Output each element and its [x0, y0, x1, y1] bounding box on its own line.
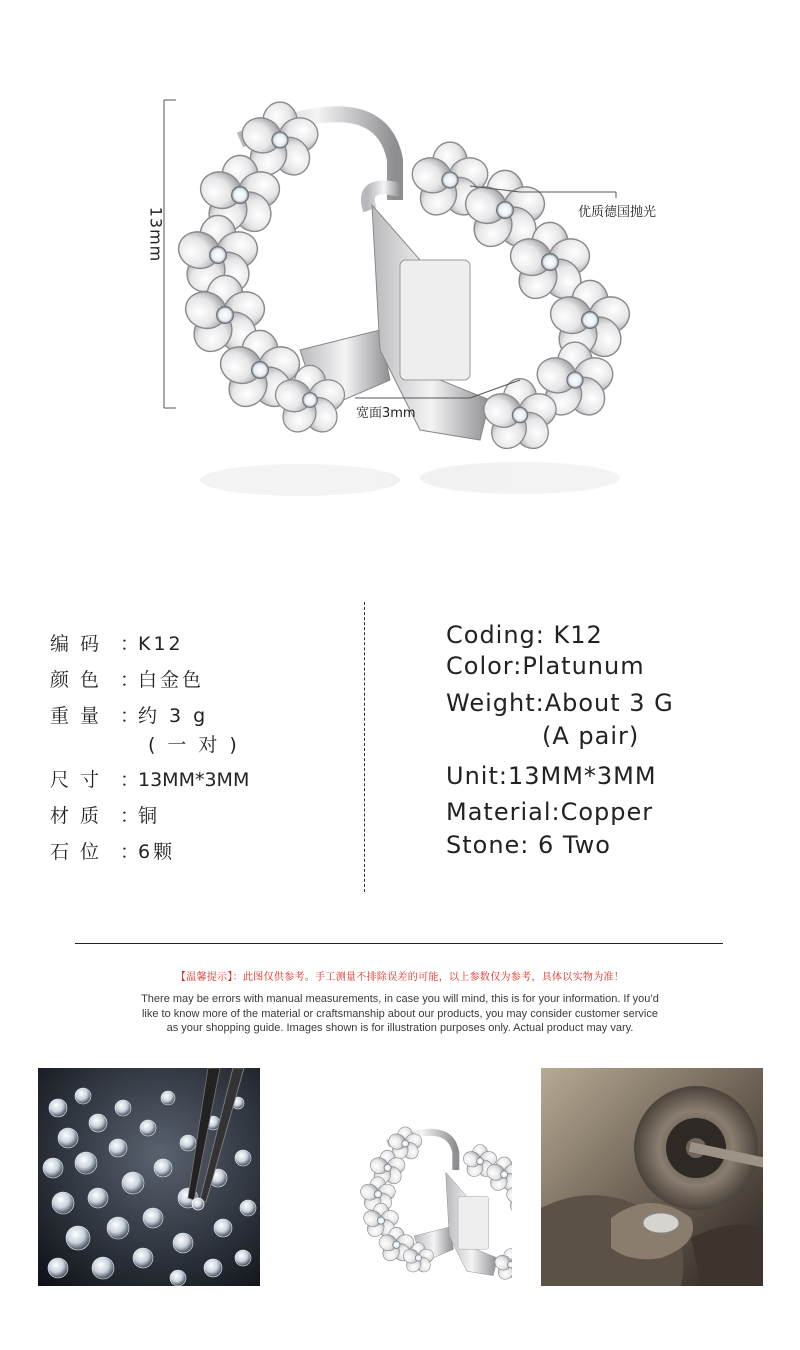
spec-en-weight: Weight:About 3 G: [446, 689, 674, 717]
specs-chinese: [50, 626, 350, 870]
spec-value: 13MM*3MM: [138, 769, 250, 791]
specs-english: [446, 620, 786, 862]
spec-key: 重量: [50, 705, 111, 727]
notice-en-line: as your shopping guide. Images shown is for illustration purposes only. Actual product may vary.: [166, 1022, 634, 1034]
spec-key: 石位: [50, 841, 111, 863]
width-label: 宽面3mm: [356, 406, 416, 421]
spec-row-material: [50, 798, 350, 834]
notice-en-line: like to know more of the material or craftsmanship about our products, you may consider customer service: [141, 1007, 658, 1020]
spec-weight-sub: (一对): [148, 734, 249, 756]
spec-value: 铜: [138, 805, 161, 827]
spec-colon: ：: [120, 841, 141, 863]
spec-en-weight-sub: (A pair): [542, 722, 640, 750]
spec-colon: ：: [120, 769, 141, 791]
horizontal-divider: [75, 943, 723, 944]
spec-row-color: [50, 662, 350, 698]
spec-row-weight: [50, 698, 350, 734]
spec-en-color: Color:Platunum: [446, 652, 645, 680]
vertical-divider: [364, 602, 365, 892]
height-label: 13mm: [146, 206, 166, 263]
earrings-reflection: [200, 462, 620, 496]
height-dimension-bracket: [164, 100, 176, 408]
spec-colon: ：: [120, 669, 141, 691]
photo-craftsman-polishing: [541, 1068, 763, 1286]
spec-colon: ：: [120, 633, 141, 655]
spec-value: 约 3 g: [138, 705, 209, 727]
spec-row-code: [50, 626, 350, 662]
spec-value: K12: [138, 633, 184, 655]
spec-en-stone: Stone: 6 Two: [446, 831, 611, 859]
notice-chinese: 【温馨提示】：此图仅供参考。手工测量不排除误差的可能，以上参数仅为参考，具体以实物为准！: [175, 972, 625, 983]
hero-product-image: [0, 0, 800, 560]
spec-en-coding: Coding: K12: [446, 621, 603, 649]
spec-key: 颜色: [50, 669, 111, 691]
left-earring: [174, 102, 395, 438]
spec-value: 6颗: [138, 841, 176, 863]
spec-key: 尺寸: [50, 769, 111, 791]
polish-label: 优质德国抛光: [578, 205, 657, 220]
photo-diamonds-tweezers: [38, 1068, 260, 1286]
earrings-illustration: [0, 0, 800, 560]
spec-value: 白金色: [138, 669, 205, 691]
notice-english: [100, 992, 700, 1036]
spec-key: 编码: [50, 633, 111, 655]
spec-colon: ：: [120, 705, 141, 727]
spec-en-material: Material:Copper: [446, 798, 654, 826]
spec-row-size: [50, 762, 350, 798]
spec-row-stone: [50, 834, 350, 870]
spec-en-unit: Unit:13MM*3MM: [446, 762, 657, 790]
spec-key: 材质: [50, 805, 111, 827]
spec-colon: ：: [120, 805, 141, 827]
notice-en-line: There may be errors with manual measurements, in case you will mind, this is for your information. If you’d: [141, 993, 659, 1005]
photo-earrings-pair: [290, 1068, 512, 1286]
